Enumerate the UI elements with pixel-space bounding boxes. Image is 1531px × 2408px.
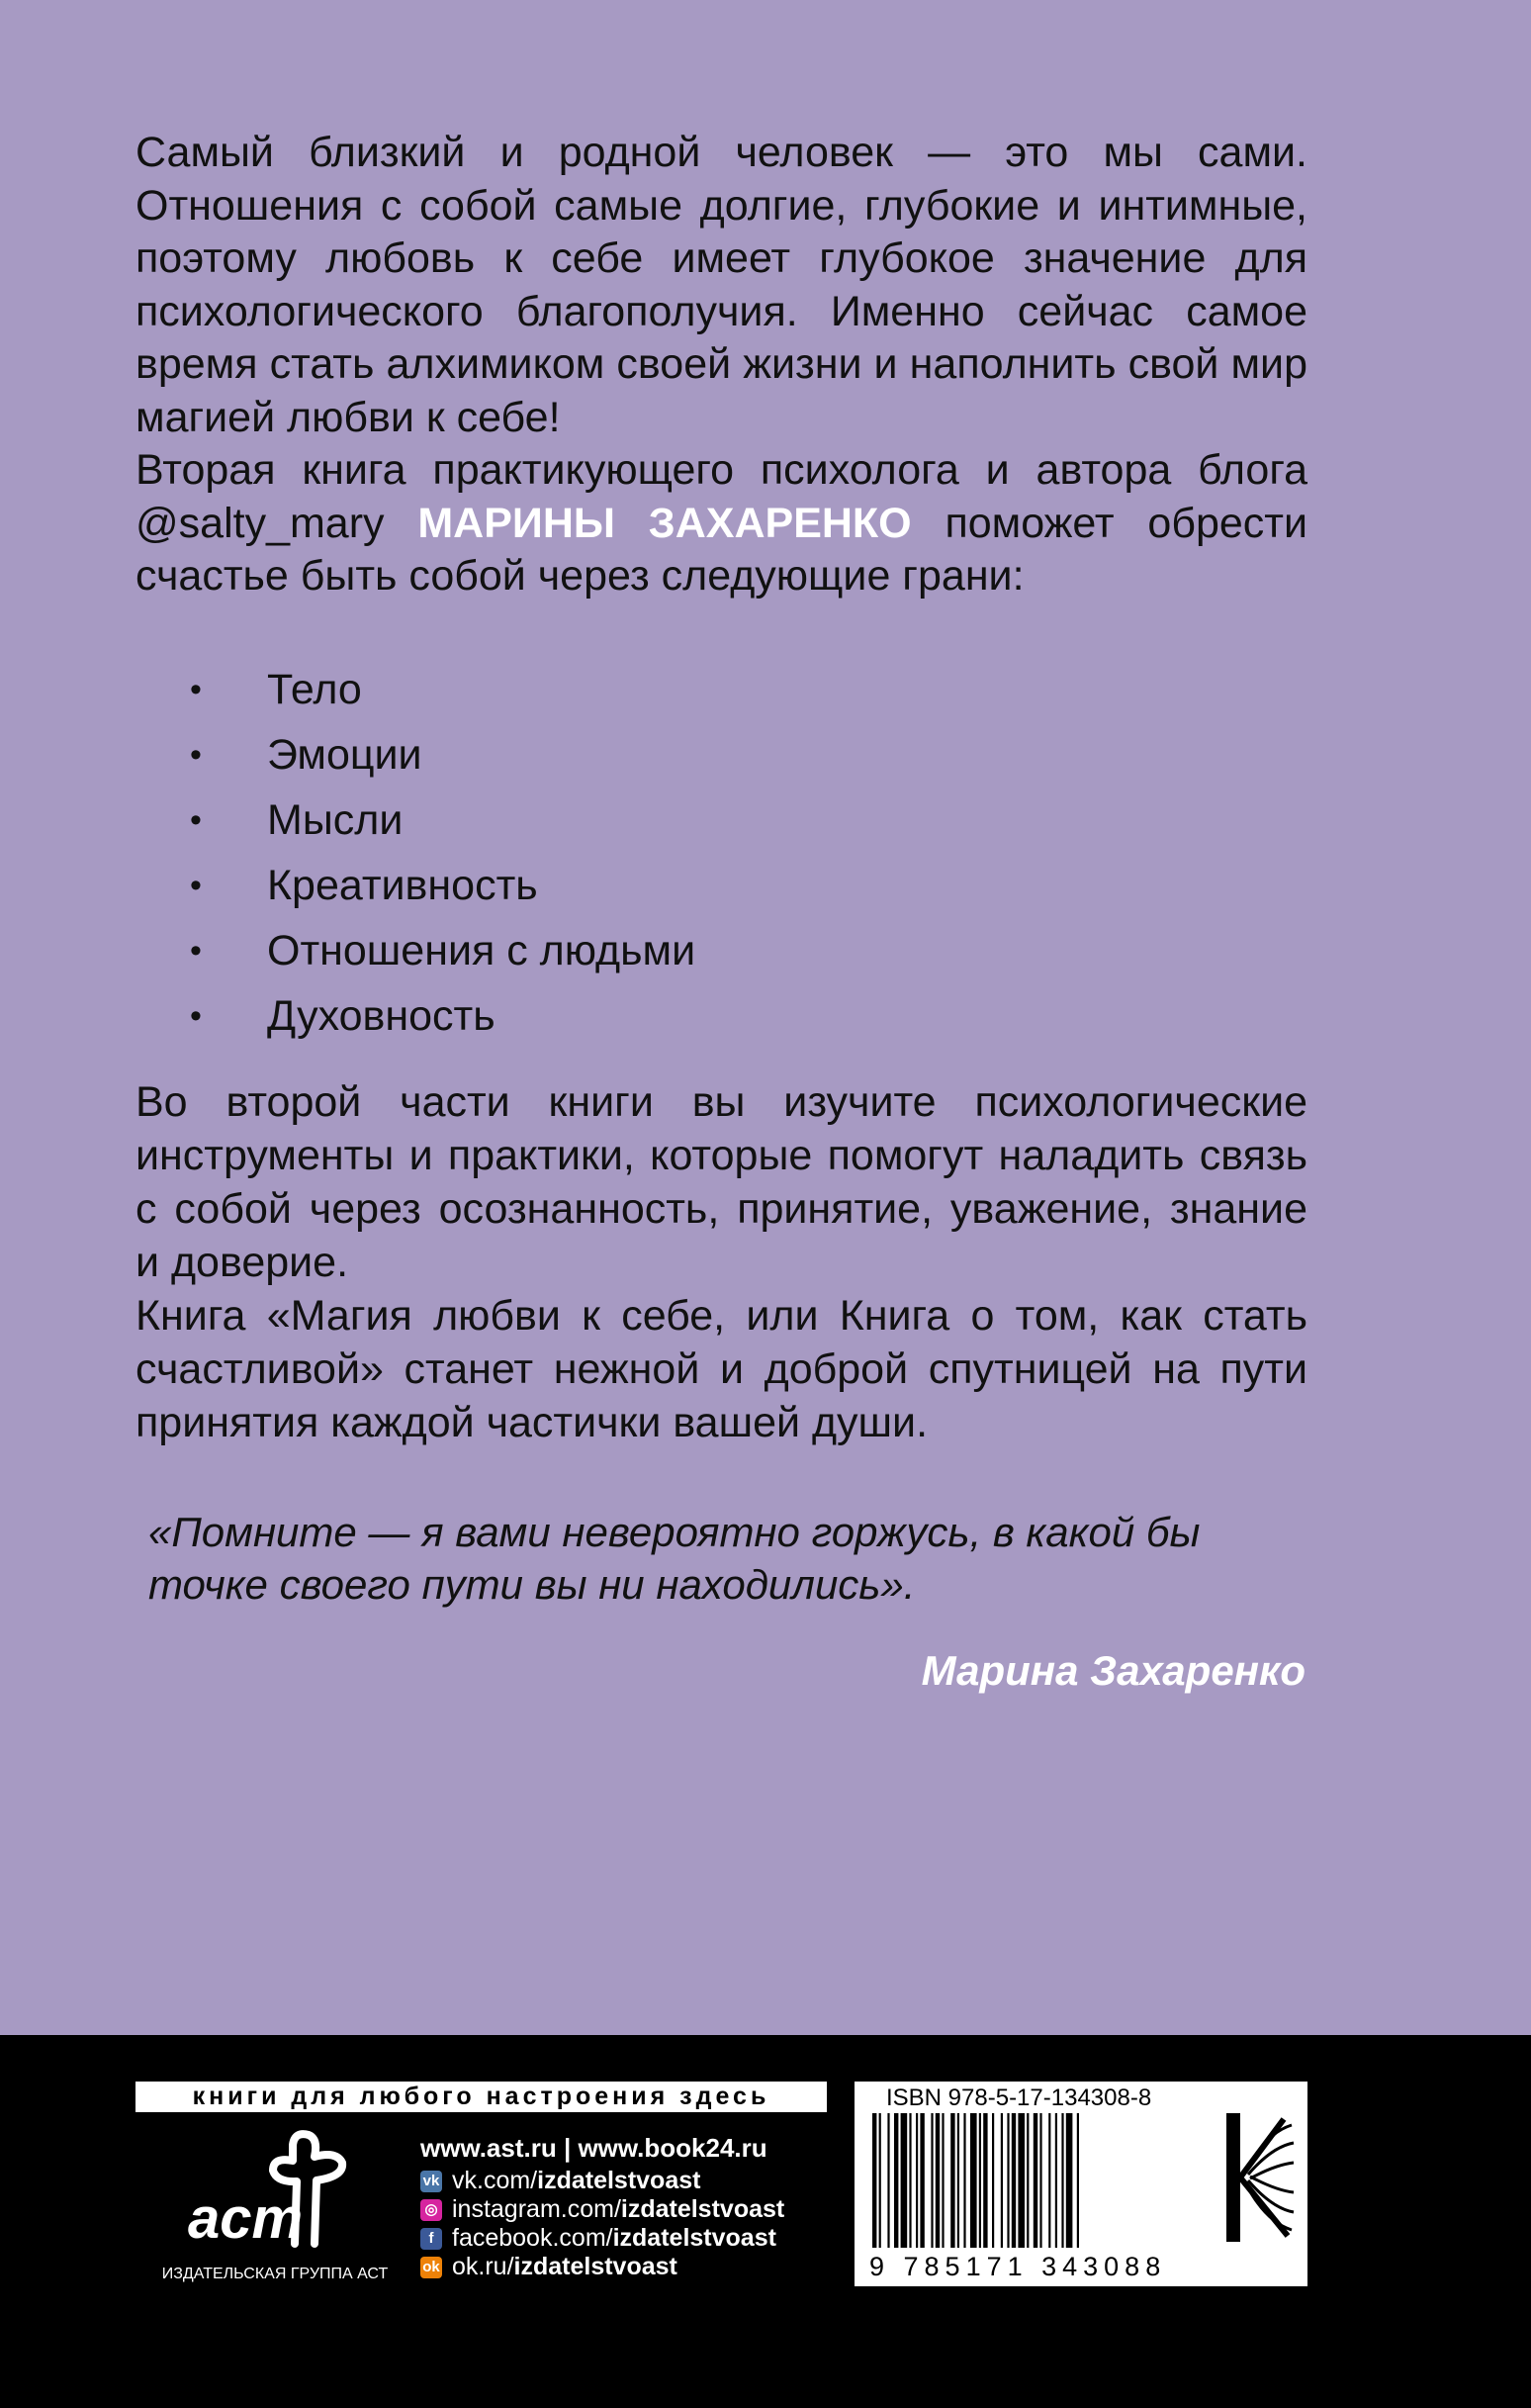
publisher-links bbox=[420, 2129, 784, 2281]
description bbox=[135, 127, 1307, 603]
isbn-text: ISBN 978-5-17-134308-8 bbox=[886, 2084, 1152, 2111]
book-paragraph: Книга «Магия любви к себе, или Книга о том, как стать счастливой» станет нежной и доброй спутницей на пути принятия каждой частички вашей души. bbox=[135, 1292, 1307, 1446]
barcode-bar bbox=[1001, 2113, 1003, 2248]
barcode-bar bbox=[1077, 2113, 1079, 2248]
facet-label: Мысли bbox=[267, 796, 404, 844]
facet-label: Креативность bbox=[267, 862, 538, 909]
barcode-bar bbox=[957, 2113, 959, 2248]
bullet-icon: • bbox=[190, 997, 202, 1035]
bullet-icon: • bbox=[190, 867, 202, 904]
barcode-icon bbox=[872, 2113, 1214, 2248]
barcode-bar bbox=[963, 2113, 965, 2248]
author-paragraph bbox=[135, 444, 1307, 603]
barcode-bar bbox=[1061, 2113, 1063, 2248]
social-prefix: vk.com/ bbox=[452, 2167, 538, 2194]
author-paragraph-end: поможет обрести счастье быть собой через следующие грани: bbox=[135, 499, 1307, 600]
bullet-icon: • bbox=[190, 671, 202, 708]
publisher-slogan: книги для любого настроения здесь bbox=[135, 2082, 827, 2112]
ast-logo-icon bbox=[178, 2127, 366, 2251]
social-handle: izdatelstvoast bbox=[513, 2253, 677, 2280]
barcode-bar bbox=[1048, 2113, 1050, 2248]
tools-paragraph: Во второй части книги вы изучите психологические инструменты и практики, которые помогут наладить связь с собой через осознанность, принятие, уважение, знание и доверие. bbox=[135, 1078, 1307, 1286]
barcode-bar bbox=[970, 2113, 977, 2248]
barcode-bar bbox=[901, 2113, 908, 2248]
facet-label: Отношения с людьми bbox=[267, 927, 696, 974]
author-signature: Марина Захаренко bbox=[921, 1647, 1306, 1694]
barcode-bar bbox=[983, 2113, 987, 2248]
barcode-bar bbox=[1039, 2113, 1041, 2248]
facet-label: Духовность bbox=[267, 992, 495, 1040]
author-paragraph-start: Вторая книга практикующего психолога и автора блога @salty_mary bbox=[135, 446, 1307, 547]
social-link-facebook[interactable] bbox=[420, 2224, 784, 2253]
barcode-bar bbox=[916, 2113, 918, 2248]
facet-label: Эмоции bbox=[267, 731, 422, 779]
social-handle: izdatelstvoast bbox=[620, 2195, 785, 2223]
barcode-bar bbox=[1055, 2113, 1057, 2248]
barcode-bar bbox=[872, 2113, 876, 2248]
bullet-icon: • bbox=[190, 932, 202, 970]
barcode-bar bbox=[1012, 2113, 1016, 2248]
social-link-instagram[interactable] bbox=[420, 2195, 784, 2224]
social-link-vk[interactable] bbox=[420, 2167, 784, 2195]
barcode-bar bbox=[992, 2113, 994, 2248]
barcode-bar bbox=[942, 2113, 944, 2248]
instagram-icon: ◎ bbox=[420, 2199, 442, 2221]
bullet-icon: • bbox=[190, 801, 202, 839]
barcode-bar bbox=[1034, 2113, 1037, 2248]
barcode-bar bbox=[1066, 2113, 1073, 2248]
barcode-bar bbox=[920, 2113, 924, 2248]
facebook-icon: f bbox=[420, 2228, 442, 2250]
barcode-bar bbox=[887, 2113, 889, 2248]
barcode-bar bbox=[931, 2113, 933, 2248]
barcode-bar bbox=[936, 2113, 940, 2248]
social-link-ok[interactable] bbox=[420, 2253, 784, 2281]
social-prefix: instagram.com/ bbox=[452, 2195, 621, 2223]
barcode-bar bbox=[1007, 2113, 1009, 2248]
social-handle: izdatelstvoast bbox=[612, 2224, 776, 2252]
author-name-caps: МАРИНЫ ЗАХАРЕНКО bbox=[417, 499, 912, 547]
ok-icon: ok bbox=[420, 2257, 442, 2278]
intro-paragraph: Самый близкий и родной человек — это мы сами. Отношения с собой самые долгие, глубокие и интимные, поэтому любовь к себе имеет глубокое значение для психологического благополучия. Именно сейчас самое время стать алхимиком своей жизни и наполнить свой мир магией любви к себе! bbox=[135, 129, 1307, 441]
logo-text: аст bbox=[188, 2186, 304, 2251]
barcode-bar bbox=[1027, 2113, 1029, 2248]
barcode-bar bbox=[1018, 2113, 1025, 2248]
barcode-digits: 9 785171 343088 bbox=[869, 2252, 1167, 2281]
barcode-bar bbox=[894, 2113, 898, 2248]
facet-label: Тело bbox=[267, 666, 362, 713]
k-emblem-icon bbox=[1226, 2113, 1296, 2242]
vk-icon: vk bbox=[420, 2171, 442, 2192]
barcode-bar bbox=[979, 2113, 981, 2248]
second-part-description bbox=[135, 1075, 1307, 1449]
author-quote: «Помните — я вами невероятно горжусь, в какой бы точке своего пути вы ни находились». bbox=[148, 1509, 1201, 1608]
social-handle: izdatelstvoast bbox=[537, 2167, 701, 2194]
barcode-bar bbox=[909, 2113, 911, 2248]
website-links[interactable]: www.ast.ru | www.book24.ru bbox=[420, 2133, 767, 2163]
barcode-bar bbox=[950, 2113, 954, 2248]
barcode-bar bbox=[879, 2113, 881, 2248]
publisher-group-name: ИЗДАТЕЛЬСКАЯ ГРУППА АСТ bbox=[161, 2266, 389, 2282]
barcode-panel bbox=[855, 2082, 1307, 2286]
bullet-icon: • bbox=[190, 736, 202, 774]
social-prefix: ok.ru/ bbox=[452, 2253, 514, 2280]
social-prefix: facebook.com/ bbox=[452, 2224, 613, 2252]
